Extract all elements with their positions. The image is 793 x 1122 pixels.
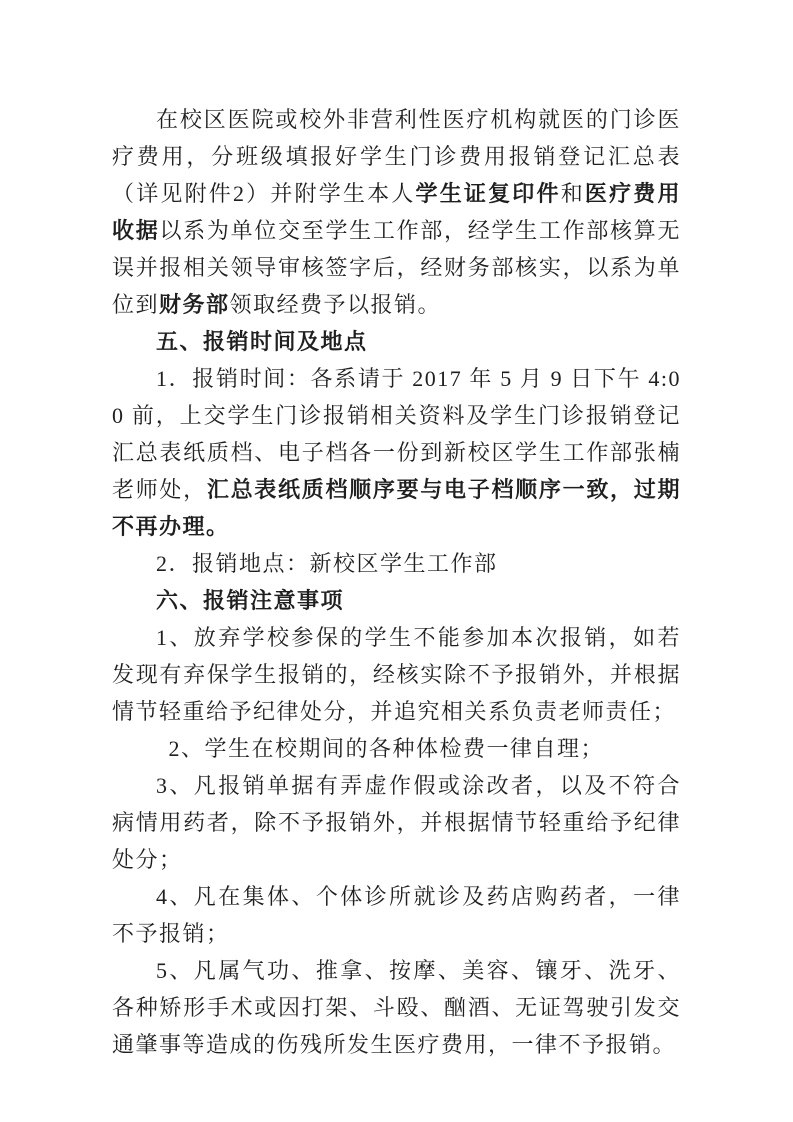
text-run: 1．报销时间：各系请于 2017 年 5 月 9 日下午 4:00 前，上交学生门诊报销相关资料及学生门诊报销登记汇总表纸质档、电子档各一份到新校区学生工作部张楠老师处，: [112, 366, 681, 502]
emphasized-text-run: 六、报销注意事项: [156, 588, 345, 613]
section-heading: [112, 582, 681, 619]
emphasized-text-run: 五、报销时间及地点: [156, 329, 368, 354]
paragraph: [112, 545, 681, 582]
text-run: 以系为单位交至学生工作部，经学生工作部核算无误并报相关领导审核签字后，经财务部核实，以系为单位到: [112, 218, 681, 317]
paragraph: [112, 360, 681, 545]
text-run: 3、凡报销单据有弄虚作假或涂改者，以及不符合病情用药者，除不予报销外，并根据情节轻重给予纪律处分；: [112, 773, 681, 872]
text-run: 5、凡属气功、推拿、按摩、美容、镶牙、洗牙、各种矫形手术或因打架、斗殴、酗酒、无证驾驶引发交通肇事等造成的伤残所发生医疗费用，一律不予报销。: [112, 958, 681, 1057]
text-run: 领取经费予以报销。: [229, 292, 442, 317]
emphasized-text-run: 学生证复印件: [415, 181, 561, 206]
section-heading: [112, 323, 681, 360]
text-run: 4、凡在集体、个体诊所就诊及药店购药者，一律不予报销；: [112, 884, 681, 946]
text-run: 在校区医院或校外非营利性医疗机构就医的门诊医疗费用，分班级填报好学生门诊费用报销登记汇总表（详见附件2）并附学生本人: [112, 107, 681, 206]
paragraph: [112, 101, 681, 323]
emphasized-text-run: 汇总表纸质档顺序要与电子档顺序一致，过期不再办理。: [112, 477, 681, 539]
paragraph: [112, 730, 681, 767]
text-run: 2、学生在校期间的各种体检费一律自理；: [156, 736, 605, 761]
emphasized-text-run: 财务部: [159, 292, 230, 317]
emphasized-text-run: 医疗费用收据: [112, 181, 681, 243]
text-run: 2．报销地点：新校区学生工作部: [156, 551, 498, 576]
paragraph: [112, 878, 681, 952]
paragraph: [112, 767, 681, 878]
text-run: 和: [560, 181, 585, 206]
document-content: [112, 101, 681, 1063]
paragraph: [112, 619, 681, 730]
paragraph: [112, 952, 681, 1063]
text-run: 1、放弃学校参保的学生不能参加本次报销，如若发现有弃保学生报销的，经核实除不予报销外，并根据情节轻重给予纪律处分，并追究相关系负责老师责任；: [112, 625, 681, 724]
